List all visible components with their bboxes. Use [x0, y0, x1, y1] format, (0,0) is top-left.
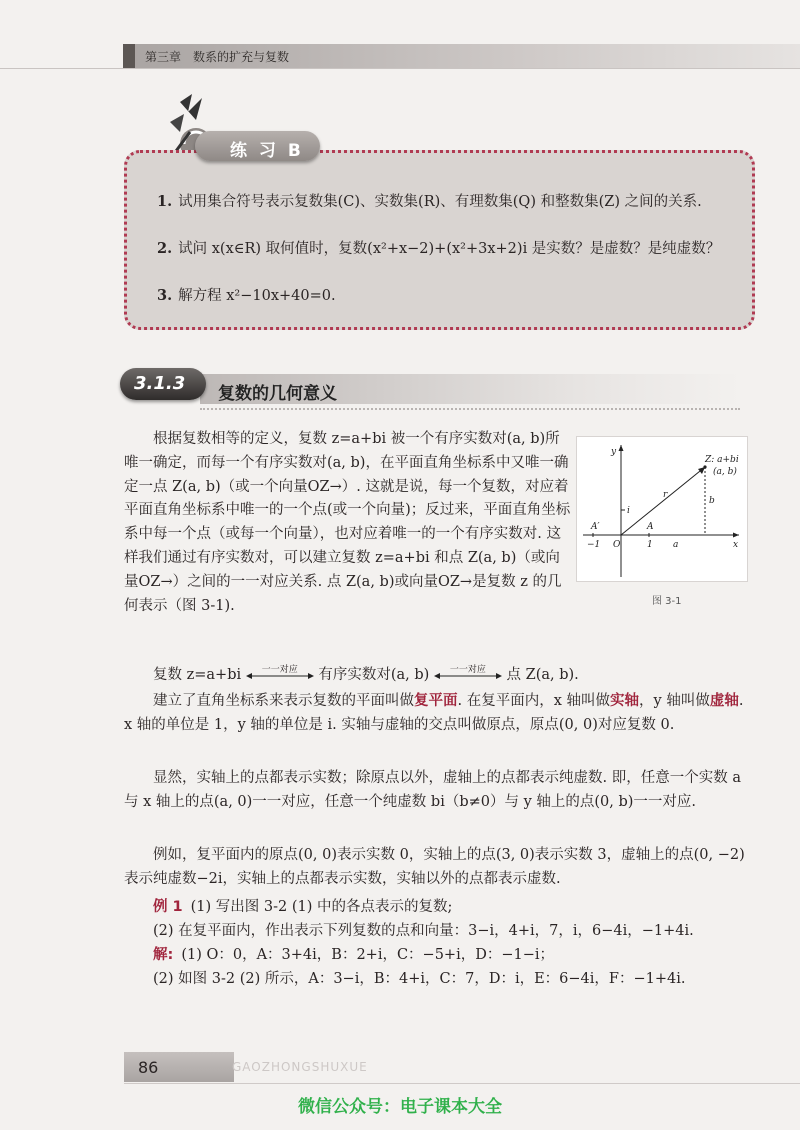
paragraph-definition: 根据复数相等的定义，复数 z=a+bi 被一个有序实数对(a, b)所唯一确定，而每一个有序实数对(a, b)，在平面直角坐标系中又唯一确定一点 Z(a, b)（或一个向量OZ→）. 这就是说，每一个复数，对应着平面直角坐标系中唯一的一个点(或一个向量)；反过来，平面直角坐标系中每一个点（或每一个向量），也对应着唯一的一个有序实数对. 这样我们通过有序实数对，可以建立复数 z=a+bi 和点 Z(a, b)（或向量OZ→）之间的一一对应关系. 点 Z(a, b)或向量OZ→是复数 z 的几何表示（图 3-1). [124, 431, 571, 614]
section-title: 复数的几何意义 [218, 384, 337, 404]
exercise-text: 解方程 x²−10x+40=0. [178, 288, 336, 304]
text: 建立了直角坐标系来表示复数的平面叫做 [153, 693, 414, 709]
footer-divider [124, 1083, 800, 1084]
label-r: r [663, 490, 668, 500]
exercise-title: 练 习 B [230, 141, 304, 161]
section-divider [200, 408, 740, 410]
label-a-point: A [647, 522, 654, 532]
exercise-item [157, 238, 737, 260]
label-y: y [611, 447, 617, 457]
x-axis-arrow-icon [733, 533, 739, 538]
header-accent [123, 44, 135, 68]
figure-3-1 [576, 436, 748, 582]
text: . x 轴的单位是 1，y 轴的单位是 i. 实轴与虚轴的交点叫做原点，原点(0, 0)对应复数 0. [124, 693, 744, 733]
label-b: b [709, 496, 715, 506]
label-a: a [673, 540, 679, 550]
exercise-number: 1. [157, 193, 173, 210]
y-axis-arrow-icon [619, 445, 624, 451]
double-arrow-icon [246, 672, 314, 680]
label-origin: O [613, 540, 621, 550]
exercise-item [157, 191, 737, 213]
solution-2: (2) 如图 3-2 (2) 所示，A：3−i，B：4+i，C：7，D：i，E：6−4i，F：−1+4i. [153, 971, 686, 987]
arrow-label: 一一对应 [261, 665, 298, 675]
figure-caption: 图 3-1 [652, 596, 682, 607]
text: (1) O：0，A：3+4i，B：2+i，C：−5+i，D：−1−i； [181, 947, 554, 963]
double-arrow-icon [434, 672, 502, 680]
point-z [703, 465, 706, 468]
solution-1 [124, 944, 783, 968]
paragraph-complex-plane [124, 690, 754, 738]
exercise-text: 试问 x(x∈R) 取何值时，复数(x²+x−2)+(x²+3x+2)i 是实数？是虚数？是纯虚数？ [178, 241, 721, 257]
label-i: i [627, 506, 630, 516]
section-number-tab [120, 368, 206, 400]
exercise-number: 3. [157, 287, 173, 304]
paragraph-axes-points: 显然，实轴上的点都表示实数；除原点以外，虚轴上的点都表示纯虚数. 即，任意一个实数 a 与 x 轴上的点(a, 0)一一对应，任意一个纯虚数 bi（b≠0）与 y 轴上的点(0, b)一一对应. [124, 770, 741, 810]
footer-watermark: GAOZHONGSHUXUE [232, 1060, 368, 1074]
arrow-label: 一一对应 [449, 665, 486, 675]
example-label: 例 1 [153, 899, 183, 915]
label-x: x [733, 540, 739, 550]
example-question-1 [124, 896, 783, 920]
exercise-box [124, 150, 755, 330]
chapter-title: 第三章 数系的扩充与复数 [145, 50, 290, 64]
wechat-account-text: 微信公众号：电子课本大全 [298, 1097, 502, 1117]
correspondence-line [124, 664, 754, 688]
label-a-prime: A′ [591, 522, 600, 532]
keyword-real-axis: 实轴 [610, 693, 640, 709]
keyword-complex-plane: 复平面 [414, 693, 458, 709]
exercise-text: 试用集合符号表示复数集(C)、实数集(R)、有理数集(Q) 和整数集(Z) 之间的关系. [178, 194, 702, 210]
paragraph-examples: 例如，复平面内的原点(0, 0)表示实数 0，实轴上的点(3, 0)表示实数 3，虚轴上的点(0, −2)表示纯虚数−2i，实轴上的点都表示实数，实轴以外的点都表示虚数. [124, 847, 745, 887]
text: (1) 写出图 3-2 (1) 中的各点表示的复数; [190, 899, 453, 915]
section-number: 3.1.3 [134, 373, 186, 394]
vector-oz [621, 467, 705, 535]
label-z: Z: a+bi [705, 455, 739, 465]
exercise-item [157, 285, 737, 307]
page-number: 86 [138, 1058, 159, 1077]
keyword-imaginary-axis: 虚轴 [709, 693, 739, 709]
corr-left: 复数 z=a+bi [153, 667, 242, 683]
label-neg1: −1 [587, 540, 601, 550]
complex-plane-diagram [577, 437, 747, 581]
exercise-title-tab [195, 131, 320, 161]
exercise-number: 2. [157, 240, 173, 257]
text: ，y 轴叫做 [639, 693, 710, 709]
example-question-2: (2) 在复平面内，作出表示下列复数的点和向量：3−i，4+i，7，i，6−4i，−1+4i. [153, 923, 694, 939]
label-one: 1 [647, 540, 653, 550]
header-divider [0, 68, 800, 69]
corr-right: 点 Z(a, b). [506, 667, 579, 683]
chapter-header-bar [123, 44, 800, 68]
label-ab: (a, b) [713, 467, 737, 477]
double-arrow [434, 665, 502, 682]
double-arrow [246, 665, 314, 682]
text: . 在复平面内，x 轴叫做 [457, 693, 611, 709]
solution-label: 解: [153, 947, 174, 963]
corr-mid: 有序实数对(a, b) [318, 667, 430, 683]
